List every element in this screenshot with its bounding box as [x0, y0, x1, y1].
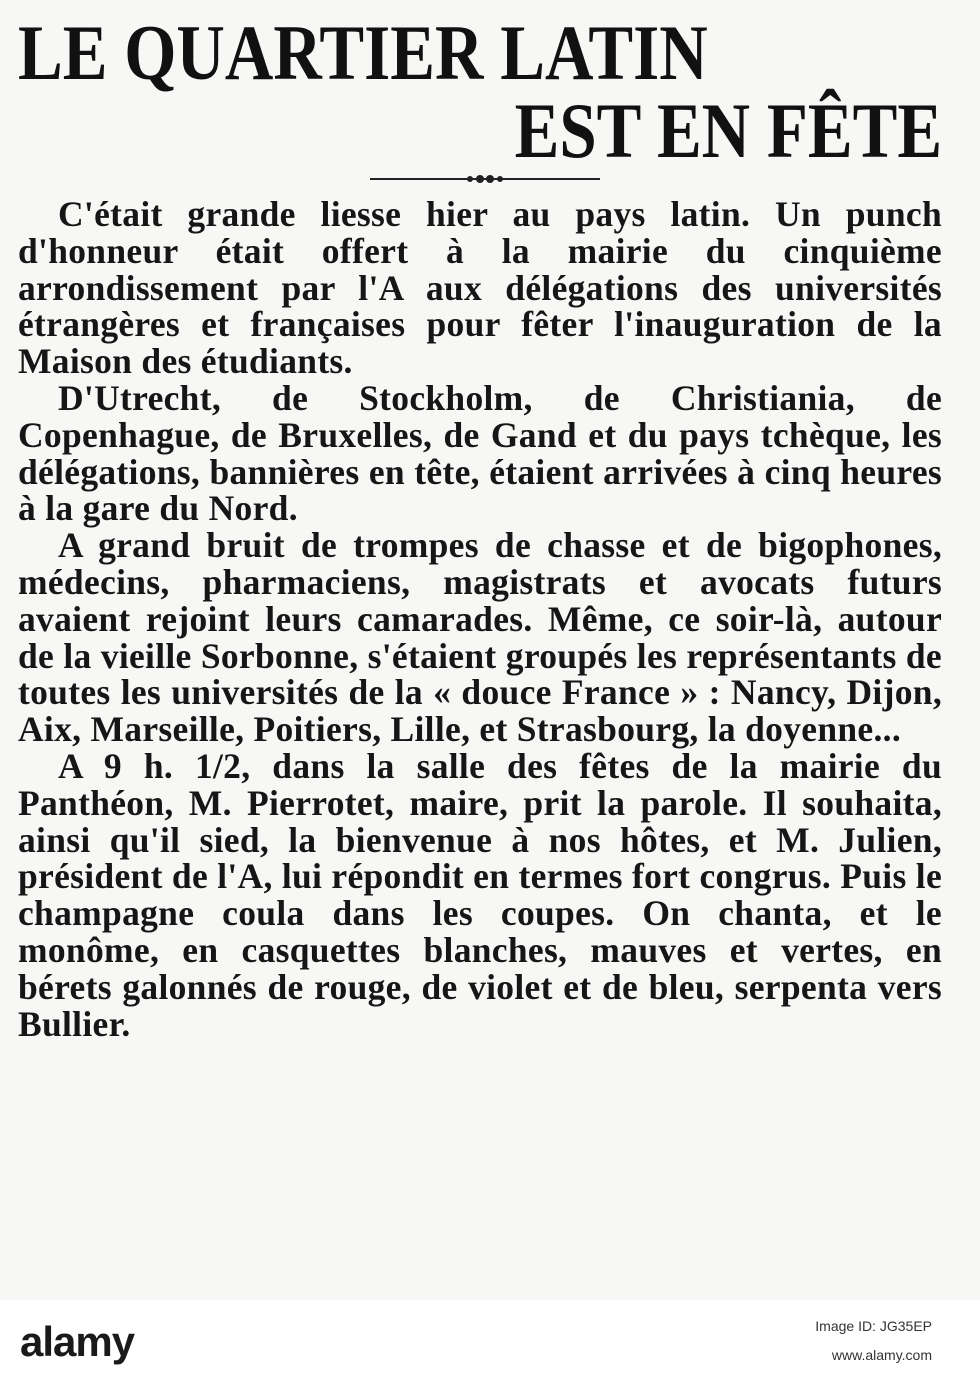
headline-line-2: EST EN FÊTE [514, 87, 942, 174]
alamy-logo: alamy [20, 1318, 135, 1365]
site-url: www.alamy.com [831, 1347, 932, 1363]
paragraph: C'était grande liesse hier au pays latin. Un punch d'honneur était offert à la mairie du cinquième arrondissement par l'A aux délégations des universités étrangères et françaises pour fêter l'inauguration de la Maison des étudiants. [18, 194, 942, 382]
paragraph: D'Utrecht, de Stockholm, de Christiania, de Copenhague, de Bruxelles, de Gand et du pays tchèque, les délégations, bannières en tête, étaient arrivées à cinq heures à la gare du Nord. [18, 377, 942, 529]
headline-line-1: LE QUARTIER LATIN [18, 9, 708, 96]
paragraph: A 9 h. 1/2, dans la salle des fêtes de la mairie du Panthéon, M. Pierrotet, maire, prit la parole. Il souhaita, ainsi qu'il sied, la bienvenue à nos hôtes, et M. Julien, président de l'A, lui répondit en termes fort congrus. Puis le champagne coula dans les coupes. On chanta, et le monôme, en casquettes blanches, mauves et vertes, en bérets galonnés de rouge, de violet et de bleu, serpenta vers Bullier. [18, 745, 942, 1044]
article-body [18, 196, 942, 1042]
paragraph: A grand bruit de trompes de chasse et de bigophones, médecins, pharmaciens, magistrats et avocats futurs avaient rejoint leurs camarades. Même, ce soir-là, autour de la vieille Sorbonne, s'étaient groupés les représentants de toutes les universités de la « douce France » : Nancy, Dijon, Aix, Marseille, Poitiers, Lille, et Strasbourg, la doyenne... [18, 525, 942, 750]
ornament-divider [370, 172, 600, 186]
watermark-footer [0, 1300, 980, 1390]
image-id: Image ID: JG35EP [815, 1318, 932, 1334]
